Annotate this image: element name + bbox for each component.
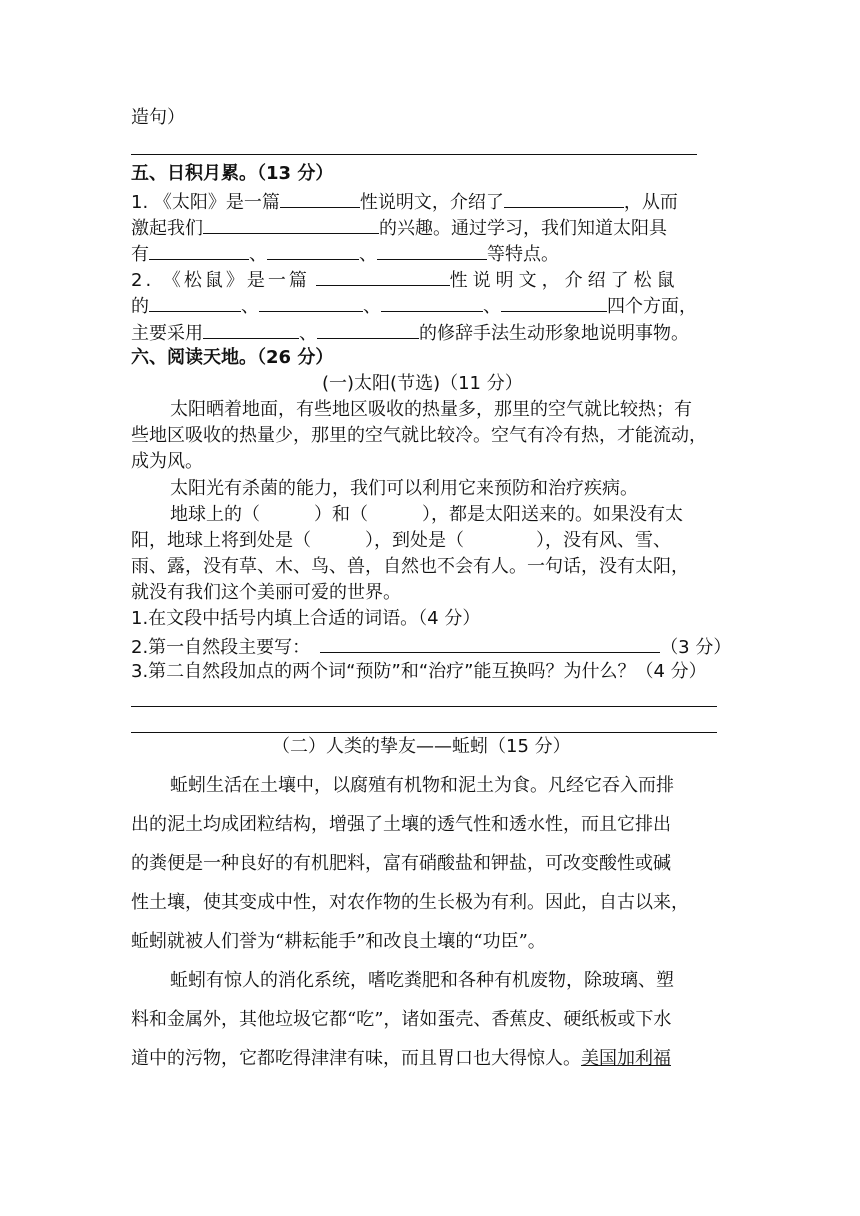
- answer-line[interactable]: [131, 154, 697, 155]
- text: 有: [131, 244, 149, 265]
- text: 主要采用: [131, 323, 203, 344]
- answer-line[interactable]: [131, 732, 717, 733]
- text: 的兴趣。通过学习，我们知道太阳具: [379, 218, 667, 239]
- s5-q2-line2: [131, 293, 697, 319]
- answer-line[interactable]: [131, 706, 717, 707]
- text: 等特点。: [487, 244, 559, 265]
- passage2-p1-line2: 出的泥土均成团粒结构，增强了土壤的透气性和透水性，而且它排出: [131, 814, 671, 835]
- blank[interactable]: [267, 241, 359, 260]
- passage1-p3-line1: 地球上的（ ）和（ ），都是太阳送来的。如果没有太: [170, 504, 683, 525]
- section5-title: 五、日积月累。（13 分）: [131, 163, 334, 184]
- text: 2.第一自然段主要写：: [131, 637, 311, 658]
- s5-q1-line3: [131, 241, 559, 267]
- s5-q2-line3: [131, 320, 689, 346]
- blank[interactable]: [149, 293, 241, 312]
- blank[interactable]: [501, 293, 607, 312]
- text: 性说明文，介绍了: [359, 192, 504, 213]
- passage2-p2-line1: 蚯蚓有惊人的消化系统，嗜吃粪肥和各种有机废物，除玻璃、塑: [170, 970, 674, 991]
- passage2-p2-line2: 料和金属外，其他垃圾它都“吃”，诸如蛋壳、香蕉皮、硬纸板或下水: [131, 1009, 672, 1030]
- text: 、: [249, 244, 267, 265]
- section6-title: 六、阅读天地。（26 分）: [131, 347, 334, 368]
- blank[interactable]: [203, 320, 299, 339]
- text: 、: [241, 296, 259, 317]
- text: 道中的污物，它都吃得津津有味，而且胃口也大得惊人。: [131, 1048, 581, 1069]
- passage2-p1-line3: 的粪便是一种良好的有机肥料，富有硝酸盐和钾盐，可改变酸性或碱: [131, 853, 671, 874]
- text: 的: [131, 296, 149, 317]
- text: 、: [483, 296, 501, 317]
- passage1-question3: 3.第二自然段加点的两个词“预防”和“治疗”能互换吗？为什么？（4 分）: [131, 661, 707, 682]
- passage1-title: (一)太阳(节选)（11 分）: [322, 373, 523, 394]
- blank[interactable]: [316, 267, 450, 286]
- text: 、: [363, 296, 381, 317]
- text: 2. 《松鼠》是一篇: [131, 270, 310, 291]
- passage2-p1-line1: 蚯蚓生活在土壤中，以腐殖有机物和泥土为食。凡经它吞入而排: [170, 775, 674, 796]
- text: 四个方面，: [607, 296, 697, 317]
- text: 、: [299, 323, 317, 344]
- text: 性说明文，介绍了松鼠: [449, 270, 680, 291]
- blank[interactable]: [381, 293, 483, 312]
- text: 1. 《太阳》是一篇: [131, 192, 280, 213]
- s5-q1-line2: [131, 215, 667, 241]
- text: 、: [359, 244, 377, 265]
- passage2-title: （二）人类的挚友——蚯蚓（15 分）: [272, 736, 571, 757]
- passage1-p3-line3: 雨、露，没有草、木、鸟、兽，自然也不会有人。一句话，没有太阳，: [131, 556, 689, 577]
- blank[interactable]: [504, 189, 624, 208]
- blank[interactable]: [320, 634, 660, 653]
- blank[interactable]: [259, 293, 363, 312]
- passage1-p1-line3: 成为风。: [131, 451, 203, 472]
- passage2-p1-line4: 性土壤，使其变成中性，对农作物的生长极为有利。因此，自古以来，: [131, 892, 689, 913]
- passage1-question2: [131, 634, 731, 660]
- text: 的修辞手法生动形象地说明事物。: [419, 323, 689, 344]
- blank[interactable]: [149, 241, 249, 260]
- sentence-fragment: 造句）: [131, 107, 185, 128]
- s5-q1-line1: [131, 189, 678, 215]
- passage2-p2-line3: [131, 1047, 671, 1071]
- passage1-p2-line1: 太阳光有杀菌的能力，我们可以利用它来预防和治疗疾病。: [170, 478, 638, 499]
- blank[interactable]: [280, 189, 360, 208]
- passage1-question1: 1.在文段中括号内填上合适的词语。（4 分）: [131, 608, 481, 629]
- blank[interactable]: [203, 215, 379, 234]
- text: （3 分）: [660, 637, 732, 658]
- passage1-p3-line4: 就没有我们这个美丽可爱的世界。: [131, 582, 401, 603]
- blank[interactable]: [377, 241, 487, 260]
- s5-q2-line1: [131, 267, 680, 293]
- blank[interactable]: [317, 320, 419, 339]
- passage2-p1-line5: 蚯蚓就被人们誉为“耕耘能手”和改良土壤的“功臣”。: [131, 931, 546, 952]
- text: ，从而: [623, 192, 678, 213]
- text: 激起我们: [131, 218, 203, 239]
- passage1-p1-line1: 太阳晒着地面，有些地区吸收的热量多，那里的空气就比较热；有: [170, 399, 692, 420]
- underlined-text: 美国加利福: [581, 1048, 671, 1069]
- passage1-p3-line2: 阳，地球上将到处是（ ），到处是（ ），没有风、雪、: [131, 530, 671, 551]
- passage1-p1-line2: 些地区吸收的热量少，那里的空气就比较冷。空气有冷有热，才能流动，: [131, 425, 707, 446]
